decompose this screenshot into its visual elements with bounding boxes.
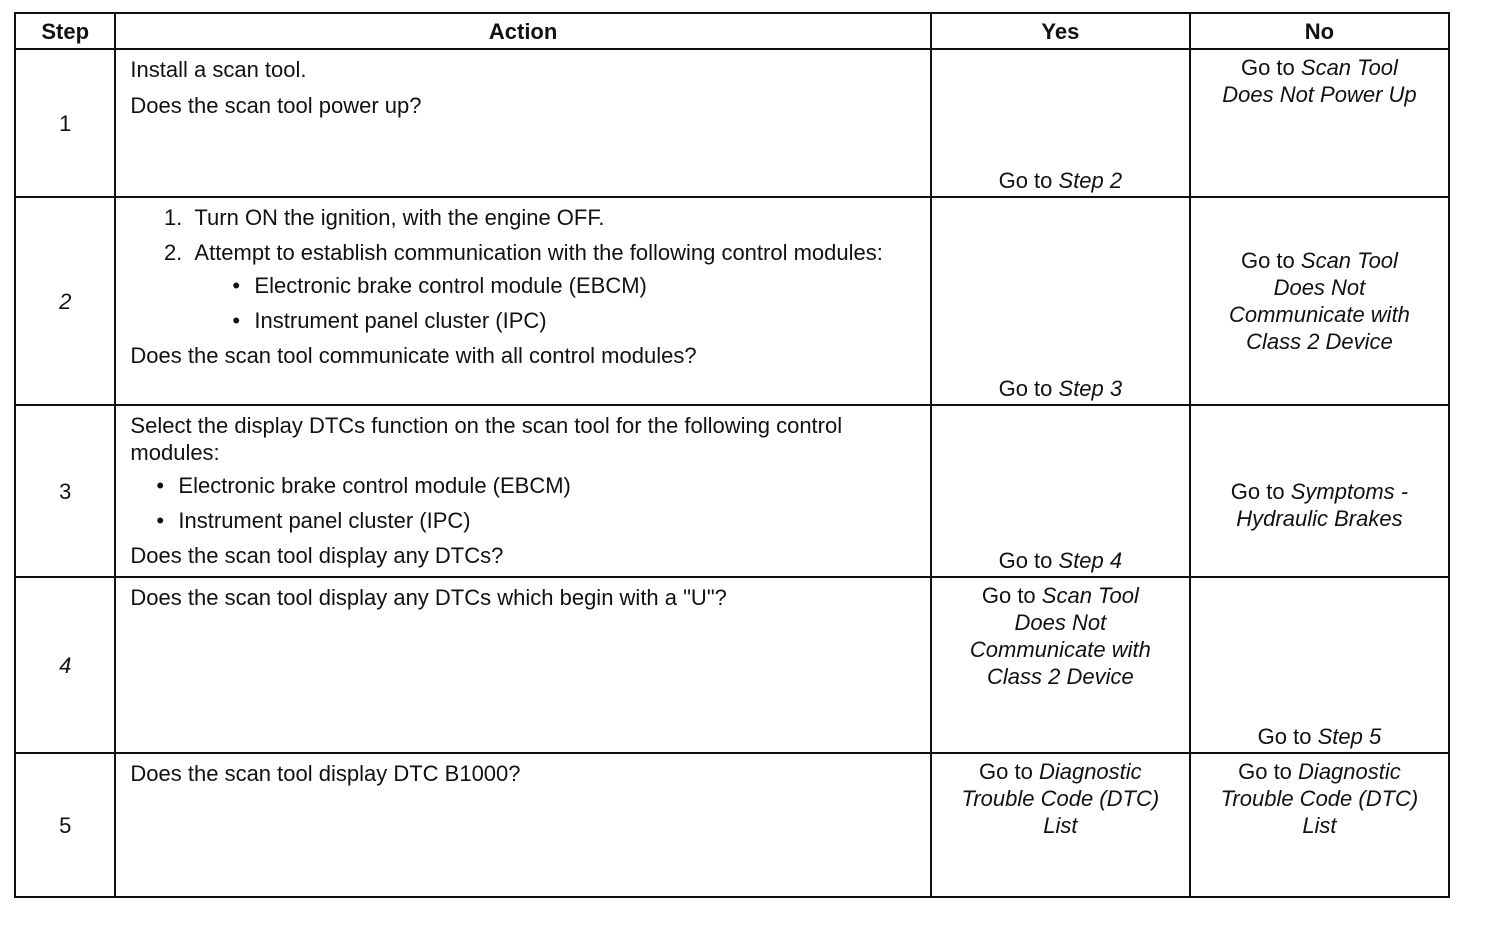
yes-cell bbox=[931, 753, 1190, 897]
step-number: 5 bbox=[15, 753, 115, 897]
table-row bbox=[15, 49, 1449, 197]
table-row bbox=[15, 405, 1449, 577]
action-cell bbox=[115, 49, 930, 197]
no-cell bbox=[1190, 49, 1449, 197]
table-row bbox=[15, 753, 1449, 897]
goto-target: Class 2 Device bbox=[986, 664, 1134, 689]
goto-target: Communicate with bbox=[1228, 302, 1410, 327]
goto-target: Does Not bbox=[1273, 275, 1366, 300]
diagnostic-table bbox=[14, 12, 1450, 898]
no-goto[interactable] bbox=[1191, 723, 1448, 750]
goto-target: List bbox=[1043, 813, 1078, 838]
module-list bbox=[130, 472, 915, 534]
module-list bbox=[194, 272, 915, 334]
action-text: Select the display DTCs function on the scan tool for the following control modules: bbox=[130, 413, 843, 465]
yes-cell bbox=[931, 405, 1190, 577]
goto-target: Class 2 Device bbox=[1246, 329, 1393, 354]
no-cell bbox=[1190, 753, 1449, 897]
yes-goto[interactable] bbox=[932, 375, 1189, 402]
no-goto[interactable] bbox=[1191, 478, 1448, 532]
yes-cell bbox=[931, 49, 1190, 197]
header-yes: Yes bbox=[931, 13, 1190, 49]
action-question: Does the scan tool communicate with all control modules? bbox=[130, 343, 697, 368]
goto-target: Does Not Power Up bbox=[1222, 82, 1417, 107]
module-item: • Instrument panel cluster (IPC) bbox=[228, 307, 915, 334]
goto-target: Diagnostic bbox=[1298, 759, 1401, 784]
action-question: Does the scan tool power up? bbox=[130, 93, 422, 118]
goto-prefix: Go to bbox=[998, 376, 1053, 401]
action-question: Does the scan tool display DTC B1000? bbox=[130, 761, 521, 786]
action-text: Install a scan tool. bbox=[130, 57, 307, 82]
action-cell bbox=[115, 405, 930, 577]
action-question: Does the scan tool display any DTCs which begin with a "U"? bbox=[130, 585, 727, 610]
yes-cell bbox=[931, 577, 1190, 753]
no-goto[interactable] bbox=[1199, 54, 1440, 108]
goto-target: Does Not bbox=[1014, 610, 1107, 635]
goto-target: Scan Tool bbox=[1300, 55, 1398, 80]
goto-prefix: Go to bbox=[998, 548, 1053, 573]
header-step: Step bbox=[15, 13, 115, 49]
yes-cell bbox=[931, 197, 1190, 405]
module-item: • Instrument panel cluster (IPC) bbox=[152, 507, 915, 534]
step-number: 2 bbox=[15, 197, 115, 405]
module-item: • Electronic brake control module (EBCM) bbox=[228, 272, 915, 299]
goto-target: Step 3 bbox=[1058, 376, 1123, 401]
goto-prefix: Go to bbox=[981, 583, 1036, 608]
goto-target: Step 5 bbox=[1317, 724, 1382, 749]
action-step-item bbox=[188, 239, 915, 334]
table-row bbox=[15, 577, 1449, 753]
goto-target: Step 2 bbox=[1058, 168, 1123, 193]
no-goto[interactable] bbox=[1199, 758, 1440, 839]
action-question: Does the scan tool display any DTCs? bbox=[130, 543, 504, 568]
goto-prefix: Go to bbox=[1240, 248, 1295, 273]
action-step-text: Attempt to establish communication with the following control modules: bbox=[194, 240, 883, 265]
no-cell bbox=[1190, 577, 1449, 753]
goto-target: Scan Tool bbox=[1300, 248, 1398, 273]
header-no: No bbox=[1190, 13, 1449, 49]
goto-prefix: Go to bbox=[998, 168, 1053, 193]
header-row bbox=[15, 13, 1449, 49]
goto-prefix: Go to bbox=[1257, 724, 1312, 749]
no-cell bbox=[1190, 405, 1449, 577]
goto-target: Communicate with bbox=[969, 637, 1151, 662]
action-step-item: 1. Turn ON the ignition, with the engine OFF. bbox=[188, 204, 915, 231]
goto-target: Hydraulic Brakes bbox=[1236, 505, 1403, 531]
action-cell bbox=[115, 577, 930, 753]
action-cell bbox=[115, 197, 930, 405]
goto-prefix: Go to bbox=[1230, 478, 1285, 504]
yes-goto[interactable] bbox=[940, 582, 1181, 690]
no-goto[interactable] bbox=[1191, 247, 1448, 355]
goto-target: List bbox=[1302, 813, 1337, 838]
goto-target: Step 4 bbox=[1058, 548, 1123, 573]
goto-prefix: Go to bbox=[1240, 55, 1295, 80]
no-cell bbox=[1190, 197, 1449, 405]
goto-target: Trouble Code (DTC) bbox=[1220, 786, 1419, 811]
step-number: 1 bbox=[15, 49, 115, 197]
yes-goto[interactable] bbox=[932, 167, 1189, 194]
yes-goto[interactable] bbox=[932, 547, 1189, 574]
goto-target: Symptoms - bbox=[1290, 478, 1409, 504]
yes-goto[interactable] bbox=[940, 758, 1181, 839]
module-item: • Electronic brake control module (EBCM) bbox=[152, 472, 915, 499]
table-row bbox=[15, 197, 1449, 405]
goto-target: Diagnostic bbox=[1038, 759, 1142, 784]
goto-target: Trouble Code (DTC) bbox=[961, 786, 1160, 811]
goto-prefix: Go to bbox=[979, 759, 1033, 784]
step-number: 3 bbox=[15, 405, 115, 577]
goto-target: Scan Tool bbox=[1041, 583, 1139, 608]
header-action: Action bbox=[115, 13, 930, 49]
action-steps bbox=[130, 204, 915, 334]
goto-prefix: Go to bbox=[1238, 759, 1292, 784]
action-cell bbox=[115, 753, 930, 897]
step-number: 4 bbox=[15, 577, 115, 753]
